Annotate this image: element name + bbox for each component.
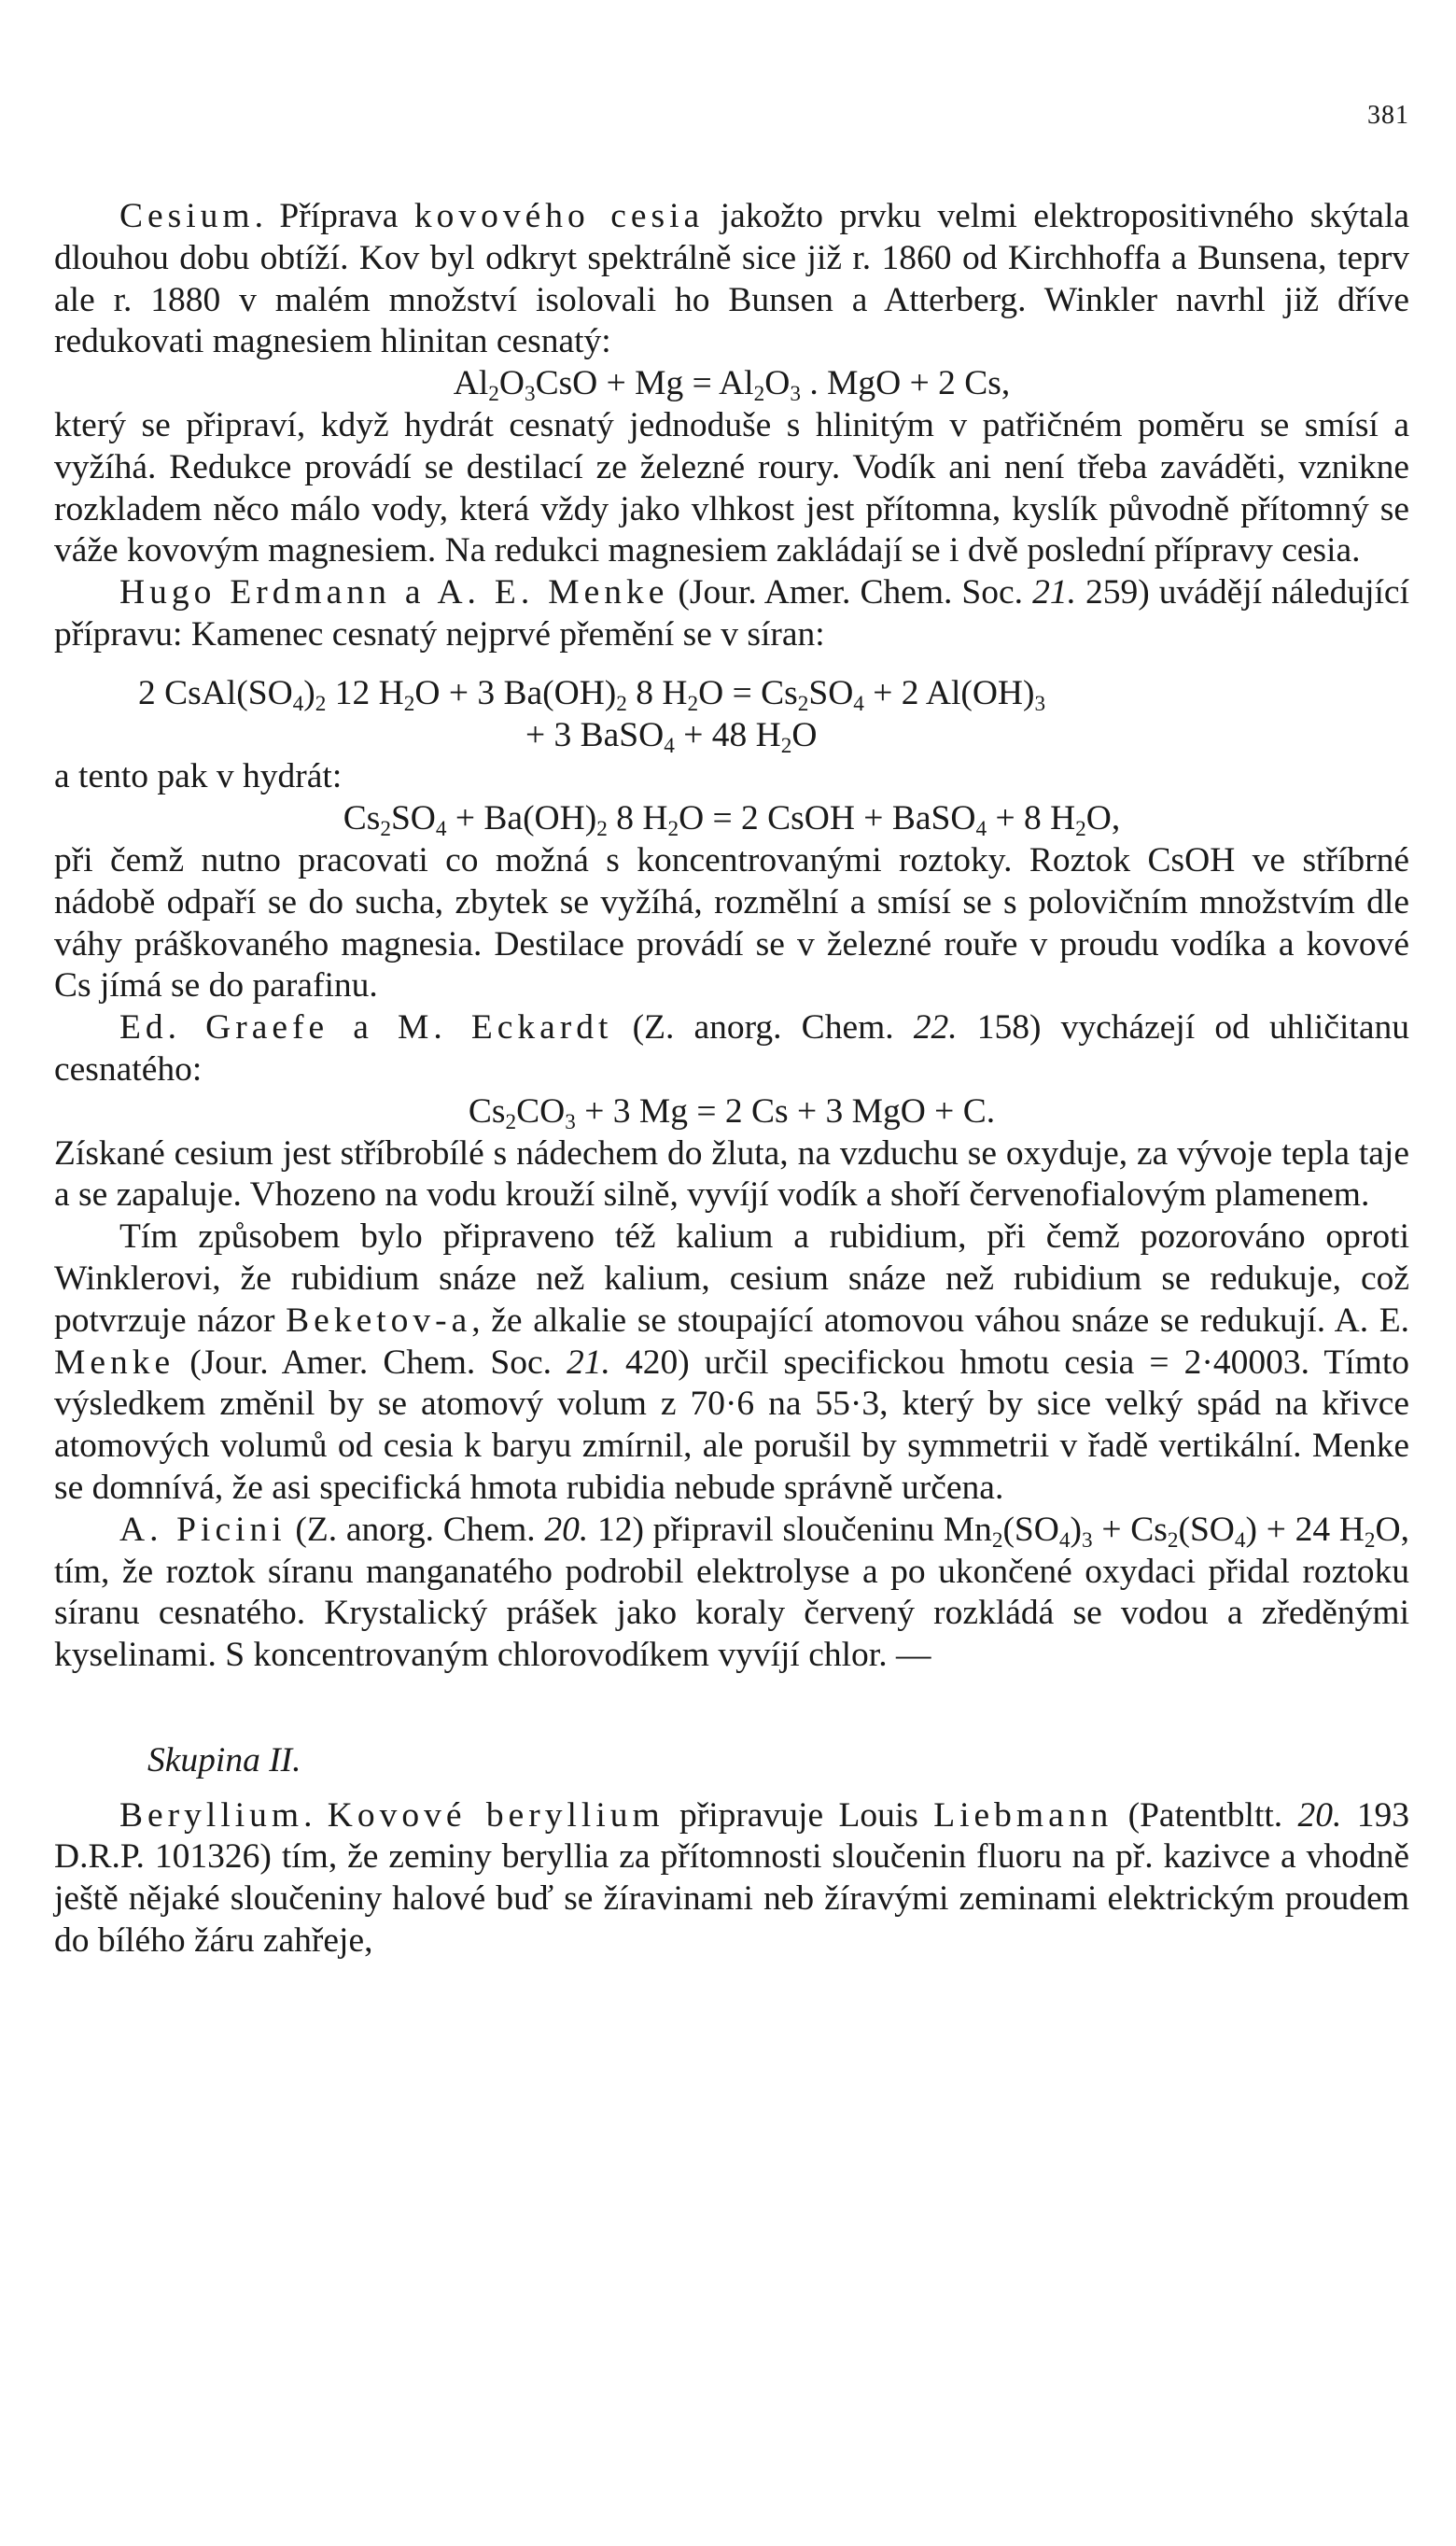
paragraph-picini: A. Picini (Z. anorg. Chem. 20. 12) připravil sloučeninu $Mn_2(SO_4)_3 + Cs_2(SO_4) + 24$ $H_2O$, tím, že roztok síranu manganatého podrobil elektrolyse a po ukončené oxydaci přidal roztoku síranu cesnatého. Krystalický prášek jako koraly červený rozkládá se vodou a zředěnými kyselinami. S koncentrovaným chlorovodíkem vyvíjí chlor. —	[54, 1510, 1409, 1675]
paragraph-concentrated: při čemž nutno pracovati co možná s koncentrovanými roztoky. Roztok CsOH ve stříbrné nádobě odpaří se do sucha, zbytek se vyžíhá, rozmělní a smísí se s polovičním množstvím dle váhy práškovaného magnesia. Destilace provádí se v železné rouře v proudu vodíka a kovové Cs jímá se do parafinu.	[54, 840, 1409, 1006]
person-name: Liebmann	[933, 1795, 1113, 1835]
person-name: Beketov-a	[286, 1301, 472, 1340]
volume-number: 20.	[1297, 1795, 1342, 1835]
lead-word: Cesium	[119, 197, 255, 235]
paragraph-reduction: který se připraví, když hydrát cesnatý jednoduše s hlinitým v patřičném poměru se smísí a vyžíhá. Redukce provádí se destilací ze železné roury. Vodík ani není třeba zaváděti, vznikne rozkladem něco málo vody, která vždy jako vlhkost jest přítomna, kyslík původně přítomný se váže kovovým magnesiem. Na redukci magnesiem zakládají se i dvě poslední přípravy cesia.	[54, 405, 1409, 570]
equation-3: $Cs_2SO_4 + Ba(OH)_2$ 8 $H_2O = 2$ CsOH + BaSO$_4$ + 8 $H_2O$,	[343, 799, 1121, 842]
paragraph-erdmann: Hugo Erdmann a A. E. Menke (Jour. Amer. Chem. Soc. 21. 259) uvádějí náledující přípravu: Kamenec cesnatý nejprvé přemění se v síran:	[54, 573, 1410, 654]
equation-1: $Al_2O_3CsO + Mg = Al_2O_3$ . MgO + 2 Cs,	[453, 364, 1011, 407]
section-heading: Skupina II.	[147, 1740, 301, 1779]
lead-word: Beryllium	[119, 1795, 304, 1835]
page-number: 381	[1367, 101, 1409, 130]
equation-2-continued: + 3 BaSO$_4$ + 48 $H_2O$	[525, 715, 818, 758]
equation-4: $Cs_2CO_3 + 3$ Mg = 2 Cs + 3 MgO + C.	[468, 1091, 996, 1134]
paragraph-beryllium: Beryllium. Kovové beryllium připravuje Louis Liebmann (Patentbltt. 20. 193 D.R.P. 101326) tím, že zeminy beryllia za přítomnosti sloučenin fluoru na př. kazivce a vhodně ještě nějaké sloučeniny halové buď se žíravinami neb žíravými zeminami elektrickým proudem do bílého žáru zahřeje,	[54, 1795, 1409, 1961]
volume-number: 21.	[1032, 573, 1076, 612]
body-text	[54, 196, 1409, 1962]
author-names: A. Picini	[119, 1510, 287, 1549]
spaced-phrase: Kovové beryllium	[327, 1795, 665, 1835]
paragraph-properties: Získané cesium jest stříbrobílé s nádechem do žluta, na vzduchu se oxyduje, za vývoje tepla taje a se zapaluje. Vhozeno na vodu krouží silně, vyvíjí vodík a shoří červenofialovým plamenem.	[54, 1133, 1409, 1215]
author-names: Ed. Graefe a M. Eckardt	[119, 1008, 613, 1048]
paragraph-hydrate: a tento pak v hydrát:	[54, 757, 343, 796]
person-name: Menke	[54, 1343, 175, 1382]
paragraph-graefe: Ed. Graefe a M. Eckardt (Z. anorg. Chem. 22. 158) vycházejí od uhličitanu cesnatého:	[54, 1008, 1409, 1089]
author-names: Hugo Erdmann a A. E. Menke	[119, 573, 669, 612]
volume-number: 21.	[567, 1343, 610, 1382]
spaced-phrase: kovového cesia	[413, 197, 705, 235]
paragraph-kalium: Tím způsobem bylo připraveno též kalium a rubidium, při čemž pozorováno oproti Winklerovi, že rubidium snáze než kalium, cesium snáze než rubidium se redukuje, což potvrzuje názor Beketov-a, že alkalie se stoupající atomovou váhou snáze se redukují. A. E. Menke (Jour. Amer. Chem. Soc. 21. 420) určil specifickou hmotu cesia = 2·40003. Tímto výsledkem změnil by se atomový volum z 70·6 na 55·3, který by sice velký spád na křivce atomových volumů od cesia k baryu zmírnil, ale porušil by symmetrii v řadě vertikální. Menke se domnívá, že asi specifická hmota rubidia nebude správně určena.	[54, 1217, 1409, 1507]
volume-number: 20.	[544, 1510, 589, 1549]
paragraph-cesium: Cesium. Příprava kovového cesia jakožto prvku velmi elektropositivného skýtala dlouhou dobu obtíží. Kov byl odkryt spektrálně sice již r. 1860 od Kirchhoffa a Bunsena, teprv ale r. 1880 v malém množství isolovali ho Bunsen a Atterberg. Winkler navrhl již dříve redukovati magnesiem hlinitan cesnatý:	[54, 197, 1410, 361]
equation-2: 2 $CsAl(SO_4)_2$ 12 $H_2O + 3$ $Ba(OH)_2$ 8 $H_2O = Cs_2SO_4 + 2$ $Al(OH)_3$	[138, 673, 1046, 716]
volume-number: 22.	[913, 1008, 958, 1048]
